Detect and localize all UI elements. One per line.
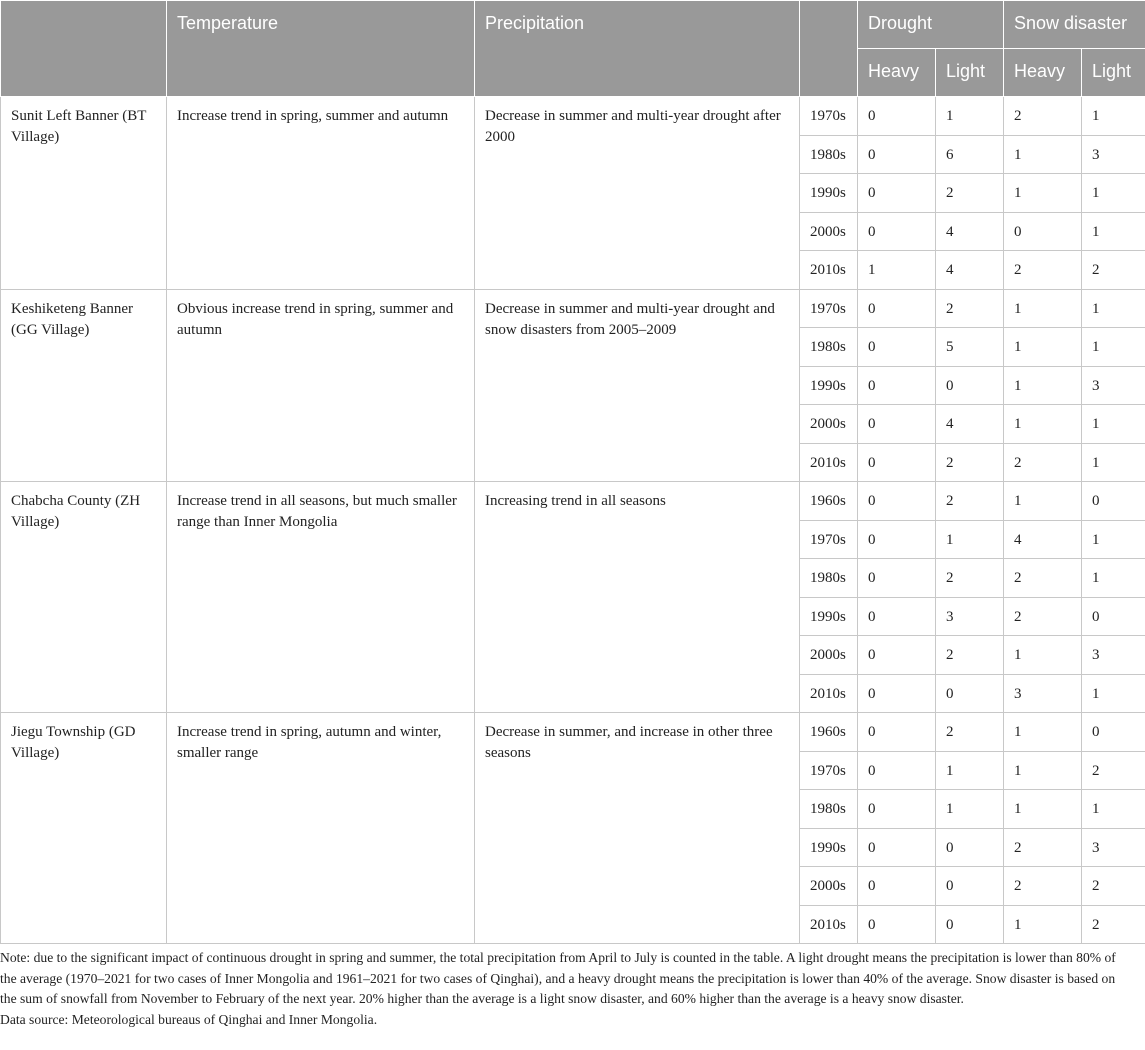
decade-cell: 2000s [800,636,858,675]
drought-light-cell: 2 [936,559,1004,598]
header-decade [800,1,858,97]
temperature-cell: Increase trend in all seasons, but much smaller range than Inner Mongolia [167,482,475,713]
decade-cell: 1980s [800,328,858,367]
decade-cell: 2010s [800,905,858,944]
site-cell: Sunit Left Banner (BT Village) [1,97,167,290]
precipitation-cell: Increasing trend in all seasons [475,482,800,713]
drought-light-cell: 1 [936,790,1004,829]
header-snow-light: Light [1082,49,1145,97]
drought-light-cell: 4 [936,251,1004,290]
decade-cell: 2000s [800,867,858,906]
header-drought: Drought [858,1,1004,49]
drought-heavy-cell: 0 [858,713,936,752]
snow-heavy-cell: 2 [1004,597,1082,636]
temperature-cell: Increase trend in spring, autumn and winter, smaller range [167,713,475,944]
drought-heavy-cell: 0 [858,289,936,328]
snow-light-cell: 0 [1082,597,1145,636]
snow-heavy-cell: 1 [1004,713,1082,752]
header-temperature: Temperature [167,1,475,97]
site-cell: Keshiketeng Banner (GG Village) [1,289,167,482]
snow-heavy-cell: 1 [1004,790,1082,829]
snow-light-cell: 1 [1082,174,1145,213]
decade-cell: 1960s [800,482,858,521]
drought-light-cell: 2 [936,636,1004,675]
decade-cell: 2010s [800,674,858,713]
header-snow-heavy: Heavy [1004,49,1082,97]
snow-light-cell: 3 [1082,636,1145,675]
drought-heavy-cell: 0 [858,212,936,251]
drought-light-cell: 2 [936,443,1004,482]
snow-heavy-cell: 1 [1004,289,1082,328]
drought-heavy-cell: 0 [858,443,936,482]
drought-heavy-cell: 0 [858,674,936,713]
decade-cell: 1980s [800,135,858,174]
drought-heavy-cell: 0 [858,405,936,444]
snow-light-cell: 3 [1082,828,1145,867]
table-header [1,1,1145,97]
snow-light-cell: 1 [1082,289,1145,328]
snow-light-cell: 2 [1082,751,1145,790]
snow-light-cell: 1 [1082,674,1145,713]
snow-heavy-cell: 2 [1004,828,1082,867]
drought-light-cell: 0 [936,867,1004,906]
drought-light-cell: 1 [936,751,1004,790]
decade-cell: 1990s [800,828,858,867]
site-cell: Jiegu Township (GD Village) [1,713,167,944]
drought-heavy-cell: 0 [858,174,936,213]
drought-light-cell: 0 [936,366,1004,405]
drought-heavy-cell: 0 [858,790,936,829]
snow-heavy-cell: 1 [1004,135,1082,174]
data-source: Data source: Meteorological bureaus of Qinghai and Inner Mongolia. [0,1011,378,1027]
drought-heavy-cell: 0 [858,597,936,636]
drought-light-cell: 4 [936,405,1004,444]
snow-heavy-cell: 0 [1004,212,1082,251]
snow-light-cell: 3 [1082,366,1145,405]
snow-heavy-cell: 1 [1004,636,1082,675]
snow-heavy-cell: 1 [1004,905,1082,944]
snow-heavy-cell: 1 [1004,482,1082,521]
decade-cell: 1970s [800,97,858,136]
drought-heavy-cell: 0 [858,366,936,405]
decade-cell: 2010s [800,443,858,482]
snow-light-cell: 1 [1082,405,1145,444]
drought-light-cell: 6 [936,135,1004,174]
drought-light-cell: 0 [936,674,1004,713]
drought-light-cell: 1 [936,520,1004,559]
snow-light-cell: 1 [1082,97,1145,136]
snow-heavy-cell: 1 [1004,405,1082,444]
drought-light-cell: 2 [936,289,1004,328]
temperature-cell: Increase trend in spring, summer and autumn [167,97,475,290]
table-row [1,482,1145,521]
drought-light-cell: 2 [936,174,1004,213]
drought-light-cell: 2 [936,713,1004,752]
decade-cell: 2000s [800,405,858,444]
decade-cell: 1990s [800,366,858,405]
drought-light-cell: 5 [936,328,1004,367]
snow-heavy-cell: 1 [1004,174,1082,213]
header-snow-disaster: Snow disaster [1004,1,1145,49]
drought-light-cell: 2 [936,482,1004,521]
snow-heavy-cell: 2 [1004,443,1082,482]
decade-cell: 2010s [800,251,858,290]
table-row [1,97,1145,136]
snow-light-cell: 2 [1082,251,1145,290]
snow-light-cell: 1 [1082,212,1145,251]
snow-light-cell: 1 [1082,790,1145,829]
snow-heavy-cell: 2 [1004,97,1082,136]
snow-light-cell: 1 [1082,328,1145,367]
precipitation-cell: Decrease in summer, and increase in other three seasons [475,713,800,944]
decade-cell: 1970s [800,520,858,559]
drought-light-cell: 0 [936,828,1004,867]
drought-heavy-cell: 0 [858,636,936,675]
header-site [1,1,167,97]
table-body [1,97,1145,944]
snow-light-cell: 0 [1082,713,1145,752]
table-notes [0,948,1135,1030]
drought-heavy-cell: 0 [858,135,936,174]
header-precipitation: Precipitation [475,1,800,97]
drought-light-cell: 3 [936,597,1004,636]
snow-light-cell: 2 [1082,867,1145,906]
header-drought-heavy: Heavy [858,49,936,97]
drought-heavy-cell: 0 [858,97,936,136]
snow-light-cell: 1 [1082,443,1145,482]
decade-cell: 1970s [800,751,858,790]
snow-heavy-cell: 1 [1004,328,1082,367]
table-row [1,289,1145,328]
drought-heavy-cell: 0 [858,328,936,367]
snow-light-cell: 0 [1082,482,1145,521]
snow-heavy-cell: 1 [1004,751,1082,790]
drought-heavy-cell: 0 [858,867,936,906]
snow-heavy-cell: 4 [1004,520,1082,559]
drought-heavy-cell: 0 [858,905,936,944]
drought-heavy-cell: 0 [858,482,936,521]
decade-cell: 1990s [800,174,858,213]
snow-heavy-cell: 1 [1004,366,1082,405]
decade-cell: 1980s [800,790,858,829]
snow-light-cell: 3 [1082,135,1145,174]
table-row [1,713,1145,752]
snow-light-cell: 1 [1082,559,1145,598]
drought-heavy-cell: 1 [858,251,936,290]
snow-heavy-cell: 2 [1004,251,1082,290]
snow-heavy-cell: 2 [1004,559,1082,598]
snow-light-cell: 1 [1082,520,1145,559]
table-note: Note: due to the significant impact of continuous drought in spring and summer, the total precipitation from April to July is counted in the table. A light drought means the precipitation is lower than 80% of the average (1970–2021 for two cases of Inner Mongolia and 1961–2021 for two cases of Qinghai), and a heavy drought means the precipitation is lower than 40% of the average. Snow disaster is based on the sum of snowfall from November to February of the next year. 20% higher than the average is a light snow disaster, and 60% higher than the average is a heavy snow disaster. [0,950,1116,1006]
drought-light-cell: 1 [936,97,1004,136]
drought-heavy-cell: 0 [858,828,936,867]
precipitation-cell: Decrease in summer and multi-year drought after 2000 [475,97,800,290]
snow-heavy-cell: 2 [1004,867,1082,906]
decade-cell: 1960s [800,713,858,752]
decade-cell: 1980s [800,559,858,598]
decade-cell: 1970s [800,289,858,328]
decade-cell: 1990s [800,597,858,636]
snow-heavy-cell: 3 [1004,674,1082,713]
header-drought-light: Light [936,49,1004,97]
drought-heavy-cell: 0 [858,520,936,559]
site-cell: Chabcha County (ZH Village) [1,482,167,713]
snow-light-cell: 2 [1082,905,1145,944]
drought-light-cell: 0 [936,905,1004,944]
temperature-cell: Obvious increase trend in spring, summer and autumn [167,289,475,482]
precipitation-cell: Decrease in summer and multi-year drought and snow disasters from 2005–2009 [475,289,800,482]
drought-heavy-cell: 0 [858,751,936,790]
decade-cell: 2000s [800,212,858,251]
drought-heavy-cell: 0 [858,559,936,598]
drought-light-cell: 4 [936,212,1004,251]
